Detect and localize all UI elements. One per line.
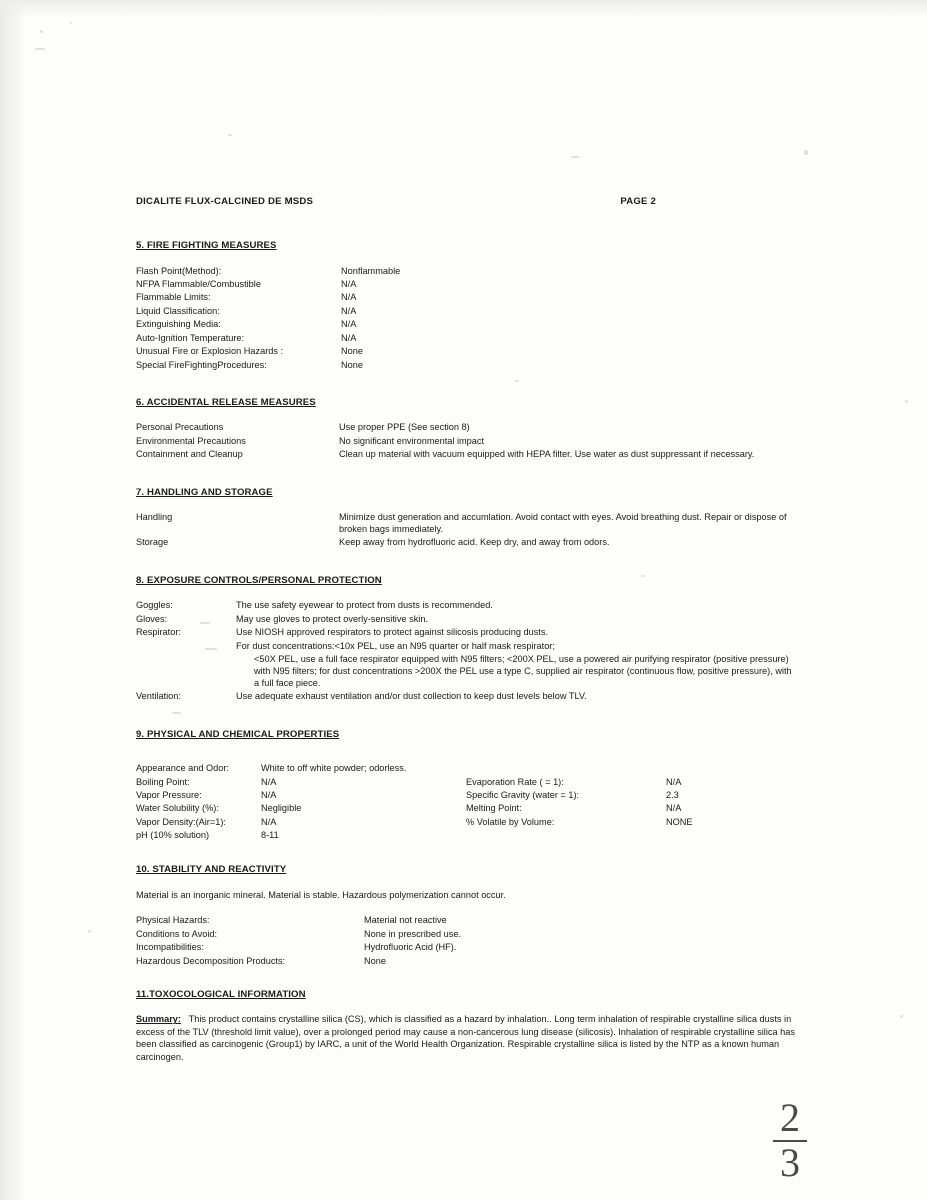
property-value: No significant environmental impact [339,435,485,446]
property-value: Use NIOSH approved respirators to protect against silicosis producing dusts. [236,627,549,638]
property-value: White to off white powder; odorless. [261,763,407,774]
property-value: N/A [341,278,357,289]
section-heading: 9. PHYSICAL AND CHEMICAL PROPERTIES [136,728,340,740]
scan-speckle [905,400,908,403]
table-row [466,817,796,830]
property-label: Ventilation: [136,691,181,702]
property-label: Unusual Fire or Explosion Hazards : [136,346,284,357]
physical-properties-left-column [136,763,466,844]
property-label [136,654,236,691]
property-value: Use proper PPE (See section 8) [339,422,470,433]
table-row [136,790,466,803]
property-label: Flammable Limits: [136,292,211,303]
table-row [136,292,796,305]
table-row [136,614,796,627]
property-value: N/A [341,319,357,330]
summary-label: Summary: [136,1014,181,1025]
property-label: Storage [136,537,169,548]
property-value: N/A [666,803,682,814]
property-label: Physical Hazards: [136,915,210,926]
scan-edge-shading-top [0,0,927,18]
scan-edge-shading-left [0,0,26,1200]
property-label: Appearance and Odor: [136,763,229,774]
section-fire-fighting-measures [136,240,796,373]
property-value: Negligible [261,803,302,814]
table-row [136,279,796,292]
property-label: pH (10% solution) [136,830,210,841]
property-value: The use safety eyewear to protect from dusts is recommended. [236,600,493,611]
summary-text: This product contains crystalline silica (CS), which is classified as a hazard by inhalation.. Long term inhalation of respirable crystalline silica dusts in excess of the TLV (threshold limit value), over a prolonged period may cause a non-cancerous lung disease (silicosis). Inhalation of respirable crystalline silica has been classified as carcinogenic (Group1) by IARC, a unit of the World Health Organization. Respirable crystalline silica is listed by the NTP as a known human carcinogen. [136,1014,795,1062]
physical-properties-table-left [136,763,466,844]
property-value: N/A [341,292,357,303]
scan-speckle [35,48,45,50]
property-label: Melting Point: [466,803,522,814]
table-row [136,319,796,332]
property-label: Containment and Cleanup [136,449,243,460]
table-row [136,306,796,319]
scan-speckle [88,930,91,933]
table-row [466,763,796,776]
table-row [136,537,796,550]
scan-speckle [40,30,43,33]
table-row [136,817,466,830]
property-label: Auto-Ignition Temperature: [136,332,245,343]
property-value: May use gloves to protect overly-sensitive skin. [236,613,428,624]
property-value: N/A [341,305,357,316]
stability-table [136,915,796,969]
scan-speckle [571,156,579,158]
property-label: Specific Gravity (water = 1): [466,789,580,800]
table-row [136,942,796,955]
property-label: Environmental Precautions [136,435,246,446]
scan-speckle [228,134,232,136]
table-row [136,360,796,373]
handwritten-page-mark [773,1095,807,1185]
table-row [136,266,796,279]
property-value: Use adequate exhaust ventilation and/or dust collection to keep dust levels below TLV. [236,691,587,702]
property-label: Special FireFightingProcedures: [136,359,267,370]
section-heading: 8. EXPOSURE CONTROLS/PERSONAL PROTECTION [136,574,382,586]
property-label: Gloves: [136,613,168,624]
property-value: None [341,346,363,357]
property-label: NFPA Flammable/Combustible [136,278,261,289]
property-label: Evaporation Rate ( = 1): [466,776,564,787]
header-title: DICALITE FLUX-CALCINED DE MSDS [136,196,314,207]
property-value: None [364,955,386,966]
property-value-indented: <50X PEL, use a full face respirator equipped with N95 filters; <200X PEL, use a powered air purifying respirator (positive pressure) with N95 filters; for dust concentrations >200X the PEL use a type C, supplied air respirator (continuous flow, positive pressure), with a full face piece. [254,653,792,688]
property-value: Clean up material with vacuum equipped with HEPA filter. Use water as dust suppressant if necessary. [339,449,755,460]
table-row [136,803,466,816]
property-label: Liquid Classification: [136,305,220,316]
table-row [136,422,796,435]
table-row [136,641,796,654]
fire-fighting-properties-table [136,266,796,374]
section-heading: 7. HANDLING AND STORAGE [136,486,273,498]
section-toxocological-information [136,989,796,1063]
section-heading: 5. FIRE FIGHTING MEASURES [136,240,277,252]
property-value: N/A [666,776,682,787]
property-label: Water Solubility (%): [136,803,219,814]
section-physical-chemical-properties [136,729,796,844]
property-value: Keep away from hydrofluoric acid. Keep dry, and away from odors. [339,537,610,548]
table-row [136,830,466,843]
table-row [466,777,796,790]
table-row [136,512,796,537]
property-label [136,641,236,654]
property-value: N/A [261,816,277,827]
property-label: Incompatibilities: [136,942,204,953]
property-label: Hazardous Decomposition Products: [136,955,286,966]
table-row [136,915,796,928]
property-label: Personal Precautions [136,422,224,433]
table-row [136,956,796,969]
property-value: Hydrofluoric Acid (HF). [364,942,457,953]
table-row [136,333,796,346]
physical-properties-columns [136,763,796,844]
property-value: None [341,359,363,370]
section-accidental-release-measures [136,397,796,463]
property-label: Conditions to Avoid: [136,928,218,939]
property-value: Material not reactive [364,915,447,926]
property-value: Nonflammable [341,265,401,276]
section-heading: 10. STABILITY AND REACTIVITY [136,863,287,875]
section-heading: 11.TOXOCOLOGICAL INFORMATION [136,989,306,1001]
handwritten-denominator: 3 [780,1140,800,1185]
property-label: % Volatile by Volume: [466,816,555,827]
physical-properties-table-right [466,763,796,830]
stability-paragraph: Material is an inorganic mineral. Material is stable. Hazardous polymerization cannot occur. [136,890,506,901]
document-header [136,196,796,208]
table-row [136,691,796,704]
toxocological-summary [136,1013,796,1063]
table-row [136,449,796,462]
property-value: NONE [666,816,693,827]
scan-speckle [900,1015,903,1018]
property-value: N/A [261,789,277,800]
scan-speckle [804,150,808,155]
property-label: Handling [136,512,173,523]
scan-speckle [70,22,72,24]
property-label: Vapor Pressure: [136,789,202,800]
table-row [136,763,466,776]
table-row [466,790,796,803]
property-value: For dust concentrations:<10x PEL, use an N95 quarter or half mask respirator; [236,640,555,651]
property-label: Vapor Density:(Air=1): [136,816,226,827]
handling-storage-table [136,512,796,551]
property-value: 2.3 [666,789,679,800]
section-handling-and-storage [136,487,796,551]
property-value [666,763,796,776]
section-stability-and-reactivity [136,864,796,969]
table-row [136,600,796,613]
exposure-controls-table [136,600,796,705]
header-page-number: PAGE 2 [620,196,656,207]
table-row [466,803,796,816]
handwritten-numerator: 2 [780,1095,800,1140]
property-value [236,654,796,691]
property-value: N/A [341,332,357,343]
table-row [136,929,796,942]
property-value: None in prescribed use. [364,928,462,939]
property-value: 8-11 [261,830,279,841]
physical-properties-right-column [466,763,796,844]
accidental-release-table [136,422,796,462]
section-exposure-controls [136,575,796,705]
table-row [136,777,466,790]
property-label: Flash Point(Method): [136,265,222,276]
property-label: Respirator: [136,627,181,638]
property-value: N/A [261,776,277,787]
section-heading: 6. ACCIDENTAL RELEASE MEASURES [136,397,316,409]
property-label [466,763,666,776]
document-body [136,196,796,1073]
property-label: Goggles: [136,600,173,611]
table-row [136,654,796,691]
property-label: Extinguishing Media: [136,319,221,330]
table-row [136,627,796,640]
property-value: Minimize dust generation and accumlation. Avoid contact with eyes. Avoid breathing dust. Repair or dispose of broken bags immediately. [339,512,787,534]
property-label: Boiling Point: [136,776,190,787]
table-row [136,346,796,359]
table-row [136,436,796,449]
